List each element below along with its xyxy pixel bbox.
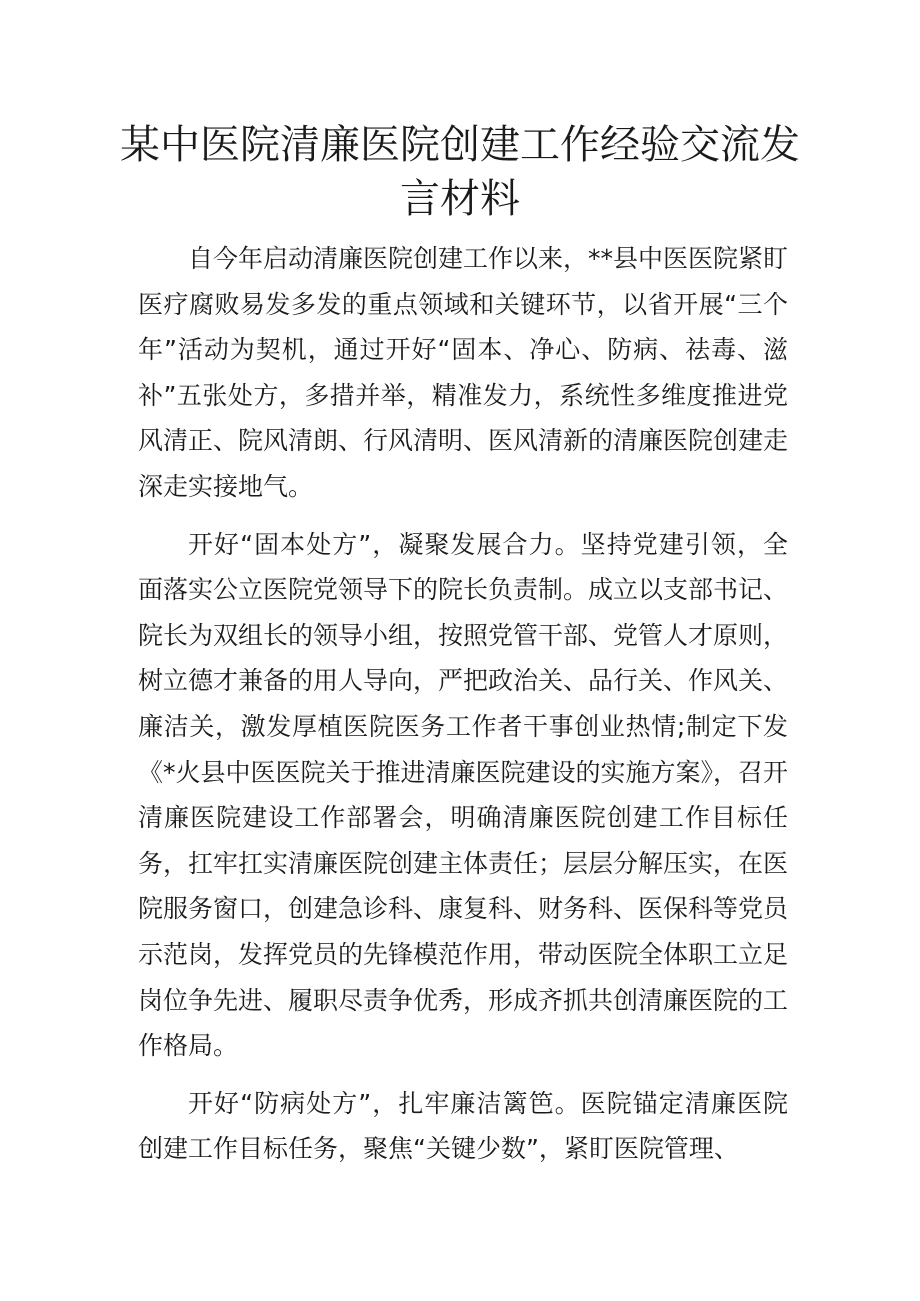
document-title: 某中医院清廉医院创建工作经验交流发言材料: [120, 122, 800, 222]
paragraph-fangbing-prescription: 开好“防病处方”，扎牢廉洁篱笆。医院锚定清廉医院创建工作目标任务，聚焦“关键少数”，紧盯医院管理、: [138, 1088, 788, 1164]
document-body: [138, 236, 788, 1184]
paragraph-guben-prescription: 开好“固本处方”，凝聚发展合力。坚持党建引领，全面落实公立医院党领导下的院长负责制。成立以支部书记、院长为双组长的领导小组，按照党管干部、党管人才原则，树立德才兼备的用人导向，严把政治关、品行关、作风关、廉洁关，激发厚植医院医务工作者干事创业热情;制定下发《*火县中医医院关于推进清廉医院建设的实施方案》，召开清廉医院建设工作部署会，明确清廉医院创建工作目标任务，扛牢扛实清廉医院创建主体责任；层层分解压实，在医院服务窗口，创建急诊科、康复科、财务科、医保科等党员示范岗，发挥党员的先锋模范作用，带动医院全体职工立足岗位争先进、履职尽责争优秀，形成齐抓共创清廉医院的工作格局。: [138, 529, 789, 1061]
paragraph-intro: 自今年启动清廉医院创建工作以来，**县中医医院紧盯医疗腐败易发多发的重点领域和关键环节，以省开展“三个年”活动为契机，通过开好“固本、净心、防病、祛毒、滋补”五张处方，多措并举，精准发力，系统性多维度推进党风清正、院风清朗、行风清明、医风清新的清廉医院创建走深走实接地气。: [138, 244, 789, 501]
